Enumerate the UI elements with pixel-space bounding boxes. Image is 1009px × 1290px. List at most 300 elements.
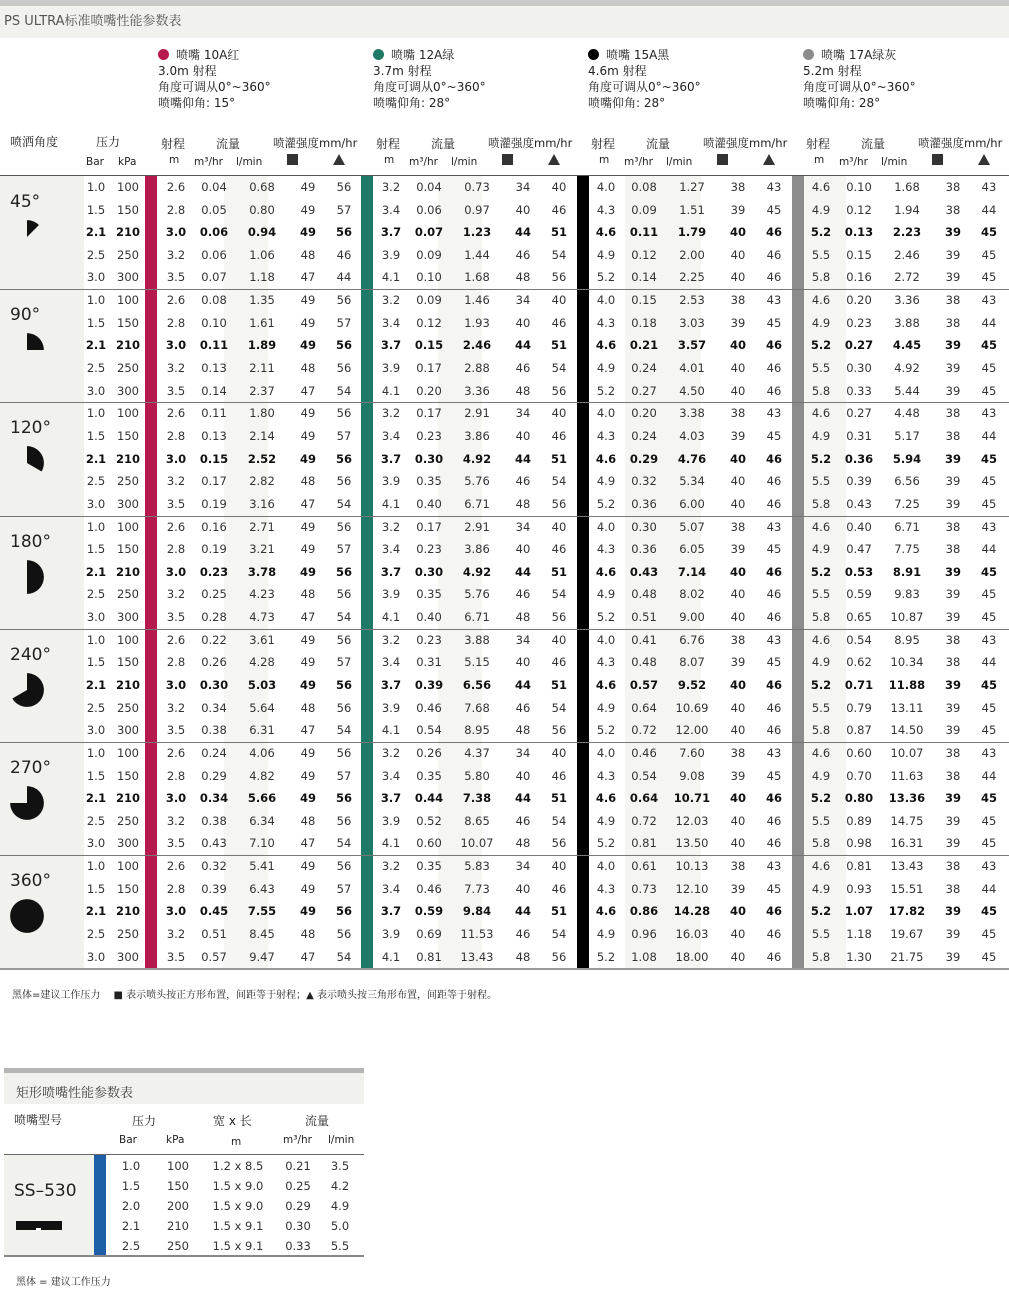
data-cell: 18.00 bbox=[675, 950, 709, 964]
data-cell: 40 bbox=[730, 497, 746, 511]
table2-cell: 150 bbox=[167, 1179, 189, 1193]
data-cell: 38 bbox=[945, 746, 961, 760]
data-cell: 5.34 bbox=[679, 474, 705, 488]
data-cell: 2.23 bbox=[892, 225, 922, 239]
data-cell: 57 bbox=[336, 429, 352, 443]
data-cell: 45 bbox=[981, 610, 997, 624]
data-cell: 56 bbox=[335, 678, 352, 692]
data-cell: 1.46 bbox=[464, 293, 490, 307]
data-cell: 0.69 bbox=[416, 927, 442, 941]
data-cell: 5.8 bbox=[811, 497, 831, 511]
data-cell: 2.8 bbox=[166, 542, 186, 556]
data-cell: 0.17 bbox=[416, 361, 442, 375]
data-cell: 0.38 bbox=[201, 814, 227, 828]
data-cell: 3.86 bbox=[464, 429, 490, 443]
nozzle-color-dot bbox=[588, 49, 599, 60]
nozzle-desc-4 bbox=[803, 47, 916, 111]
data-cell: 0.25 bbox=[201, 587, 227, 601]
data-cell: 39 bbox=[730, 769, 746, 783]
data-cell: 45 bbox=[980, 338, 997, 352]
data-cell: 4.1 bbox=[381, 384, 401, 398]
data-cell: 40 bbox=[515, 882, 531, 896]
data-cell: 49 bbox=[300, 882, 316, 896]
data-cell: 38 bbox=[945, 180, 961, 194]
data-cell: 6.71 bbox=[464, 497, 490, 511]
data-cell: 1.80 bbox=[249, 406, 275, 420]
table2-cell: 0.30 bbox=[285, 1219, 311, 1233]
pressure-bar: 2.1 bbox=[85, 904, 107, 918]
data-cell: 48 bbox=[515, 384, 531, 398]
data-cell: 0.43 bbox=[846, 497, 872, 511]
pressure-kpa: 100 bbox=[117, 633, 139, 647]
data-cell: 3.21 bbox=[249, 542, 275, 556]
triangle-layout-icon-2 bbox=[548, 154, 560, 165]
data-cell: 0.54 bbox=[631, 769, 657, 783]
data-cell: 7.68 bbox=[464, 701, 490, 715]
data-cell: 45 bbox=[981, 248, 997, 262]
nozzle-arc: 角度可调从0°~360° bbox=[803, 80, 916, 94]
data-cell: 1.68 bbox=[464, 270, 490, 284]
data-cell: 0.81 bbox=[416, 950, 442, 964]
data-cell: 51 bbox=[550, 338, 567, 352]
data-cell: 45 bbox=[981, 927, 997, 941]
data-cell: 43 bbox=[766, 180, 782, 194]
data-cell: 54 bbox=[551, 248, 567, 262]
pressure-kpa: 250 bbox=[117, 701, 139, 715]
data-cell: 10.34 bbox=[890, 655, 924, 669]
data-cell: 0.19 bbox=[201, 497, 227, 511]
data-cell: 56 bbox=[335, 791, 352, 805]
group-rule-3 bbox=[0, 402, 1009, 403]
data-cell: 56 bbox=[335, 452, 352, 466]
data-cell: 48 bbox=[515, 497, 531, 511]
data-cell: 3.2 bbox=[381, 746, 401, 760]
data-cell: 9.47 bbox=[249, 950, 275, 964]
data-cell: 40 bbox=[730, 814, 746, 828]
data-cell: 2.6 bbox=[166, 520, 186, 534]
data-cell: 40 bbox=[551, 520, 567, 534]
data-cell: 3.9 bbox=[381, 587, 401, 601]
data-cell: 56 bbox=[335, 338, 352, 352]
data-cell: 3.2 bbox=[381, 633, 401, 647]
data-cell: 0.57 bbox=[201, 950, 227, 964]
data-cell: 5.41 bbox=[249, 859, 275, 873]
data-cell: 10.07 bbox=[460, 836, 494, 850]
data-cell: 45 bbox=[981, 474, 997, 488]
data-cell: 6.05 bbox=[679, 542, 705, 556]
data-cell: 8.02 bbox=[679, 587, 705, 601]
data-cell: 2.91 bbox=[464, 406, 490, 420]
data-cell: 40 bbox=[551, 633, 567, 647]
data-cell: 0.16 bbox=[846, 270, 872, 284]
table2-cell: 0.29 bbox=[285, 1199, 311, 1213]
data-cell: 2.14 bbox=[249, 429, 275, 443]
data-cell: 56 bbox=[335, 225, 352, 239]
pressure-bar: 1.5 bbox=[86, 882, 106, 896]
data-cell: 0.34 bbox=[199, 791, 229, 805]
pressure-kpa: 210 bbox=[115, 904, 140, 918]
data-cell: 5.2 bbox=[810, 791, 832, 805]
pressure-kpa: 250 bbox=[117, 927, 139, 941]
pressure-kpa: 100 bbox=[117, 293, 139, 307]
data-cell: 39 bbox=[945, 814, 961, 828]
data-cell: 38 bbox=[730, 633, 746, 647]
data-cell: 2.6 bbox=[166, 293, 186, 307]
data-cell: 3.7 bbox=[380, 678, 402, 692]
data-cell: 4.9 bbox=[811, 882, 831, 896]
data-cell: 4.3 bbox=[596, 769, 616, 783]
data-cell: 1.06 bbox=[249, 248, 275, 262]
data-cell: 3.61 bbox=[249, 633, 275, 647]
table2-cell: 3.5 bbox=[330, 1159, 350, 1173]
data-cell: 49 bbox=[300, 520, 316, 534]
data-cell: 4.37 bbox=[464, 746, 490, 760]
data-cell: 0.36 bbox=[631, 497, 657, 511]
data-cell: 34 bbox=[515, 520, 531, 534]
nozzle-trajectory: 喷嘴仰角: 28° bbox=[373, 96, 451, 110]
data-cell: 0.94 bbox=[247, 225, 277, 239]
data-cell: 3.9 bbox=[381, 927, 401, 941]
data-cell: 47 bbox=[300, 384, 316, 398]
data-cell: 44 bbox=[514, 452, 531, 466]
data-cell: 3.5 bbox=[166, 836, 186, 850]
header-precip-4: 喷灌强度mm/hr bbox=[918, 136, 1003, 150]
pressure-bar: 1.0 bbox=[86, 746, 106, 760]
data-cell: 39 bbox=[944, 225, 961, 239]
data-cell: 3.36 bbox=[464, 384, 490, 398]
header-flow-2: 流量 bbox=[431, 137, 456, 151]
data-cell: 0.11 bbox=[629, 225, 659, 239]
data-cell: 5.5 bbox=[811, 474, 831, 488]
data-cell: 49 bbox=[299, 338, 316, 352]
data-cell: 0.20 bbox=[631, 406, 657, 420]
data-cell: 57 bbox=[336, 769, 352, 783]
data-cell: 56 bbox=[336, 520, 352, 534]
data-cell: 3.0 bbox=[165, 791, 187, 805]
data-cell: 6.56 bbox=[894, 474, 920, 488]
data-cell: 45 bbox=[981, 384, 997, 398]
data-cell: 0.18 bbox=[631, 316, 657, 330]
data-cell: 51 bbox=[550, 452, 567, 466]
square-layout-icon-4 bbox=[932, 154, 943, 165]
arc-angle-label: 90° bbox=[10, 305, 41, 325]
data-cell: 39 bbox=[945, 701, 961, 715]
data-cell: 0.80 bbox=[249, 203, 275, 217]
data-cell: 0.39 bbox=[201, 882, 227, 896]
data-cell: 3.5 bbox=[166, 270, 186, 284]
data-cell: 48 bbox=[300, 248, 316, 262]
sub-lmin-3: l/min bbox=[666, 156, 693, 168]
data-cell: 40 bbox=[515, 429, 531, 443]
data-cell: 49 bbox=[300, 203, 316, 217]
data-cell: 40 bbox=[730, 701, 746, 715]
data-cell: 4.6 bbox=[811, 520, 831, 534]
data-cell: 12.00 bbox=[675, 723, 709, 737]
data-cell: 6.31 bbox=[249, 723, 275, 737]
data-cell: 12.03 bbox=[675, 814, 709, 828]
data-cell: 0.72 bbox=[631, 723, 657, 737]
data-cell: 38 bbox=[945, 882, 961, 896]
pressure-bar: 2.5 bbox=[86, 248, 106, 262]
arc-angle-label: 360° bbox=[10, 871, 51, 891]
pressure-kpa: 150 bbox=[117, 882, 139, 896]
data-cell: 5.5 bbox=[811, 248, 831, 262]
data-cell: 48 bbox=[515, 270, 531, 284]
nozzle-color-dot bbox=[803, 49, 814, 60]
data-cell: 1.93 bbox=[464, 316, 490, 330]
data-cell: 56 bbox=[551, 836, 567, 850]
data-cell: 56 bbox=[335, 565, 352, 579]
pressure-kpa: 150 bbox=[117, 542, 139, 556]
data-cell: 46 bbox=[765, 904, 782, 918]
data-cell: 16.31 bbox=[890, 836, 924, 850]
data-cell: 39 bbox=[730, 882, 746, 896]
nozzle-arc: 角度可调从0°~360° bbox=[158, 80, 271, 94]
data-cell: 5.2 bbox=[596, 384, 616, 398]
data-cell: 43 bbox=[766, 746, 782, 760]
data-cell: 56 bbox=[336, 927, 352, 941]
data-cell: 5.5 bbox=[811, 927, 831, 941]
data-cell: 5.64 bbox=[249, 701, 275, 715]
data-cell: 2.6 bbox=[166, 180, 186, 194]
data-cell: 14.28 bbox=[673, 904, 711, 918]
data-cell: 4.9 bbox=[811, 655, 831, 669]
data-cell: 0.64 bbox=[629, 791, 659, 805]
pressure-bar: 3.0 bbox=[86, 610, 106, 624]
data-cell: 46 bbox=[515, 248, 531, 262]
data-cell: 9.00 bbox=[679, 610, 705, 624]
data-cell: 39 bbox=[730, 542, 746, 556]
data-cell: 4.1 bbox=[381, 950, 401, 964]
data-cell: 46 bbox=[551, 429, 567, 443]
data-cell: 0.73 bbox=[631, 882, 657, 896]
data-cell: 0.13 bbox=[201, 361, 227, 375]
table1-bottom-rule bbox=[0, 968, 1009, 970]
data-cell: 2.72 bbox=[894, 270, 920, 284]
data-cell: 47 bbox=[300, 950, 316, 964]
data-cell: 3.2 bbox=[166, 927, 186, 941]
data-cell: 38 bbox=[730, 746, 746, 760]
data-cell: 40 bbox=[730, 474, 746, 488]
data-cell: 38 bbox=[945, 769, 961, 783]
data-cell: 0.05 bbox=[201, 203, 227, 217]
data-cell: 2.71 bbox=[249, 520, 275, 534]
pressure-kpa: 300 bbox=[117, 950, 139, 964]
data-cell: 0.04 bbox=[201, 180, 227, 194]
pressure-bar: 1.0 bbox=[86, 406, 106, 420]
data-cell: 34 bbox=[515, 746, 531, 760]
data-cell: 5.5 bbox=[811, 701, 831, 715]
data-cell: 8.95 bbox=[894, 633, 920, 647]
data-cell: 38 bbox=[945, 633, 961, 647]
pressure-kpa: 210 bbox=[115, 791, 140, 805]
table2-cell: 1.5 bbox=[121, 1179, 141, 1193]
data-cell: 0.35 bbox=[416, 769, 442, 783]
pressure-kpa: 250 bbox=[117, 814, 139, 828]
data-cell: 6.56 bbox=[462, 678, 492, 692]
data-cell: 4.3 bbox=[596, 429, 616, 443]
pressure-kpa: 300 bbox=[117, 723, 139, 737]
header-precip-3: 喷灌强度mm/hr bbox=[703, 136, 788, 150]
data-cell: 4.6 bbox=[811, 633, 831, 647]
data-cell: 1.35 bbox=[249, 293, 275, 307]
data-cell: 56 bbox=[551, 497, 567, 511]
data-cell: 48 bbox=[515, 836, 531, 850]
data-cell: 4.1 bbox=[381, 497, 401, 511]
data-cell: 56 bbox=[336, 859, 352, 873]
data-cell: 54 bbox=[551, 701, 567, 715]
data-cell: 40 bbox=[729, 791, 746, 805]
data-cell: 3.4 bbox=[381, 203, 401, 217]
data-cell: 40 bbox=[729, 452, 746, 466]
data-cell: 38 bbox=[945, 520, 961, 534]
data-cell: 0.61 bbox=[631, 859, 657, 873]
data-cell: 0.65 bbox=[846, 610, 872, 624]
data-cell: 0.72 bbox=[631, 814, 657, 828]
data-cell: 45 bbox=[766, 429, 782, 443]
data-cell: 45 bbox=[981, 950, 997, 964]
pressure-kpa: 150 bbox=[117, 203, 139, 217]
data-cell: 0.48 bbox=[631, 587, 657, 601]
square-layout-icon-2 bbox=[502, 154, 513, 165]
data-cell: 57 bbox=[336, 203, 352, 217]
data-cell: 38 bbox=[730, 520, 746, 534]
sub-m-4: m bbox=[814, 154, 825, 166]
data-cell: 43 bbox=[981, 406, 997, 420]
data-cell: 48 bbox=[300, 361, 316, 375]
data-cell: 34 bbox=[515, 859, 531, 873]
data-cell: 3.2 bbox=[166, 474, 186, 488]
data-cell: 2.6 bbox=[166, 859, 186, 873]
pressure-bar: 2.1 bbox=[85, 452, 107, 466]
data-cell: 2.37 bbox=[249, 384, 275, 398]
nozzle-range: 3.7m 射程 bbox=[373, 64, 432, 78]
data-cell: 49 bbox=[300, 746, 316, 760]
data-cell: 45 bbox=[980, 565, 997, 579]
pressure-bar: 2.1 bbox=[85, 791, 107, 805]
data-cell: 46 bbox=[336, 248, 352, 262]
data-cell: 11.63 bbox=[890, 769, 924, 783]
nozzle-range: 5.2m 射程 bbox=[803, 64, 862, 78]
nozzle-name-line bbox=[158, 47, 271, 63]
data-cell: 46 bbox=[766, 610, 782, 624]
data-cell: 0.06 bbox=[201, 248, 227, 262]
data-cell: 46 bbox=[766, 927, 782, 941]
data-cell: 0.26 bbox=[416, 746, 442, 760]
data-cell: 4.0 bbox=[596, 180, 616, 194]
data-cell: 0.54 bbox=[846, 633, 872, 647]
data-cell: 0.93 bbox=[846, 882, 872, 896]
nozzle-desc-1 bbox=[158, 47, 271, 111]
data-cell: 0.46 bbox=[416, 882, 442, 896]
data-cell: 5.2 bbox=[596, 836, 616, 850]
pressure-kpa: 300 bbox=[117, 836, 139, 850]
header-rule bbox=[0, 175, 1009, 176]
t2-header-size: 宽 x 长 bbox=[213, 1114, 252, 1128]
table2-cell: 2.5 bbox=[121, 1239, 141, 1253]
pressure-bar: 3.0 bbox=[86, 836, 106, 850]
pressure-kpa: 150 bbox=[117, 316, 139, 330]
data-cell: 54 bbox=[336, 950, 352, 964]
data-cell: 45 bbox=[766, 203, 782, 217]
data-cell: 4.23 bbox=[249, 587, 275, 601]
data-cell: 2.8 bbox=[166, 429, 186, 443]
data-cell: 4.6 bbox=[595, 678, 617, 692]
data-cell: 3.7 bbox=[380, 452, 402, 466]
t2-sub-m: m bbox=[231, 1136, 242, 1148]
data-cell: 0.29 bbox=[201, 769, 227, 783]
data-cell: 4.3 bbox=[596, 203, 616, 217]
data-cell: 0.96 bbox=[631, 927, 657, 941]
sub-m3hr-2: m³/hr bbox=[409, 156, 438, 168]
data-cell: 0.70 bbox=[846, 769, 872, 783]
pressure-bar: 1.0 bbox=[86, 520, 106, 534]
data-cell: 4.06 bbox=[249, 746, 275, 760]
data-cell: 2.46 bbox=[462, 338, 492, 352]
data-cell: 39 bbox=[945, 384, 961, 398]
data-cell: 13.43 bbox=[460, 950, 494, 964]
data-cell: 9.52 bbox=[677, 678, 707, 692]
data-cell: 2.52 bbox=[247, 452, 277, 466]
data-cell: 7.75 bbox=[894, 542, 920, 556]
data-cell: 0.71 bbox=[844, 678, 874, 692]
data-cell: 40 bbox=[551, 746, 567, 760]
data-cell: 7.38 bbox=[462, 791, 492, 805]
sub-lmin-4: l/min bbox=[881, 156, 908, 168]
data-cell: 40 bbox=[729, 904, 746, 918]
data-cell: 4.76 bbox=[677, 452, 707, 466]
data-cell: 4.9 bbox=[596, 361, 616, 375]
nozzle-arc: 角度可调从0°~360° bbox=[588, 80, 701, 94]
nozzle-trajectory: 喷嘴仰角: 15° bbox=[158, 96, 236, 110]
data-cell: 8.45 bbox=[249, 927, 275, 941]
pressure-bar: 2.1 bbox=[85, 565, 107, 579]
data-cell: 44 bbox=[336, 270, 352, 284]
data-cell: 46 bbox=[515, 927, 531, 941]
pressure-kpa: 100 bbox=[117, 520, 139, 534]
data-cell: 46 bbox=[551, 655, 567, 669]
data-cell: 0.51 bbox=[201, 927, 227, 941]
data-cell: 0.64 bbox=[631, 701, 657, 715]
data-cell: 3.4 bbox=[381, 882, 401, 896]
sub-kpa: kPa bbox=[118, 156, 137, 168]
table2-cell: 210 bbox=[167, 1219, 189, 1233]
sub-lmin-2: l/min bbox=[451, 156, 478, 168]
table2-cell: 200 bbox=[167, 1199, 189, 1213]
data-cell: 46 bbox=[765, 452, 782, 466]
data-cell: 8.07 bbox=[679, 655, 705, 669]
pressure-bar: 2.1 bbox=[85, 338, 107, 352]
data-cell: 40 bbox=[515, 655, 531, 669]
data-cell: 0.60 bbox=[846, 746, 872, 760]
data-cell: 0.31 bbox=[846, 429, 872, 443]
t2-sub-bar: Bar bbox=[119, 1134, 137, 1146]
pressure-kpa: 300 bbox=[117, 497, 139, 511]
data-cell: 34 bbox=[515, 180, 531, 194]
data-cell: 4.6 bbox=[595, 565, 617, 579]
table2-cell: 2.0 bbox=[121, 1199, 141, 1213]
data-cell: 4.3 bbox=[596, 542, 616, 556]
data-cell: 54 bbox=[551, 927, 567, 941]
data-cell: 3.38 bbox=[679, 406, 705, 420]
data-cell: 3.03 bbox=[679, 316, 705, 330]
data-cell: 40 bbox=[729, 338, 746, 352]
data-cell: 0.06 bbox=[199, 225, 229, 239]
data-cell: 47 bbox=[300, 836, 316, 850]
data-cell: 45 bbox=[980, 791, 997, 805]
data-cell: 0.24 bbox=[201, 746, 227, 760]
nozzle-name: 喷嘴 12A绿 bbox=[391, 48, 455, 62]
